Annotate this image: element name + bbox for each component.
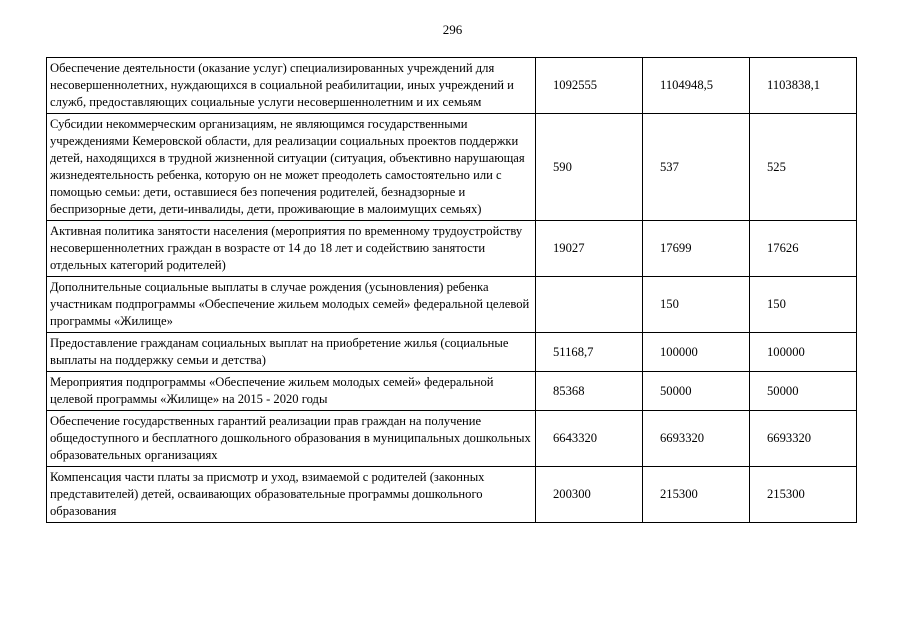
table-row bbox=[47, 467, 857, 523]
value-col-2: 537 bbox=[643, 114, 750, 221]
value-col-2: 100000 bbox=[643, 333, 750, 372]
table-row bbox=[47, 411, 857, 467]
value-col-1: 51168,7 bbox=[536, 333, 643, 372]
value-col-2: 1104948,5 bbox=[643, 58, 750, 114]
row-description: Обеспечение государственных гарантий реализации прав граждан на получение общедоступного и бесплатного дошкольного образования в муниципальных дошкольных образовательных организациях bbox=[47, 411, 536, 467]
value-col-3: 1103838,1 bbox=[750, 58, 857, 114]
value-col-2: 6693320 bbox=[643, 411, 750, 467]
value-col-1: 200300 bbox=[536, 467, 643, 523]
table-row bbox=[47, 277, 857, 333]
value-col-2: 50000 bbox=[643, 372, 750, 411]
value-col-3: 150 bbox=[750, 277, 857, 333]
table-row bbox=[47, 372, 857, 411]
budget-table bbox=[46, 57, 857, 523]
table-row bbox=[47, 221, 857, 277]
value-col-1: 1092555 bbox=[536, 58, 643, 114]
value-col-3: 100000 bbox=[750, 333, 857, 372]
row-description: Активная политика занятости населения (мероприятия по временному трудоустройству несовершеннолетних граждан в возрасте от 14 до 18 лет и содействию занятости отдельных категорий родителей) bbox=[47, 221, 536, 277]
row-description: Дополнительные социальные выплаты в случае рождения (усыновления) ребенка участникам подпрограммы «Обеспечение жильем молодых семей» федеральной целевой программы «Жилище» bbox=[47, 277, 536, 333]
row-description: Компенсация части платы за присмотр и уход, взимаемой с родителей (законных представителей) детей, осваивающих образовательные программы дошкольного образования bbox=[47, 467, 536, 523]
table-row bbox=[47, 114, 857, 221]
row-description: Мероприятия подпрограммы «Обеспечение жильем молодых семей» федеральной целевой программы «Жилище» на 2015 - 2020 годы bbox=[47, 372, 536, 411]
value-col-3: 525 bbox=[750, 114, 857, 221]
value-col-2: 215300 bbox=[643, 467, 750, 523]
value-col-1: 6643320 bbox=[536, 411, 643, 467]
table-row bbox=[47, 58, 857, 114]
value-col-2: 150 bbox=[643, 277, 750, 333]
row-description: Предоставление гражданам социальных выплат на приобретение жилья (социальные выплаты на поддержку семьи и детства) bbox=[47, 333, 536, 372]
row-description: Обеспечение деятельности (оказание услуг) специализированных учреждений для несовершеннолетних, нуждающихся в социальной реабилитации, иных учреждений и служб, предоставляющих социальные услуги несовершеннолетним и их семьям bbox=[47, 58, 536, 114]
row-description: Субсидии некоммерческим организациям, не являющимся государственными учреждениями Кемеровской области, для реализации социальных проектов поддержки детей, находящихся в трудной жизненной ситуации (ситуация, объективно нарушающая жизнедеятельность ребенка, которую он не может преодолеть самостоятельно или с помощью семьи: дети, оставшиеся без попечения родителей, безнадзорные и беспризорные дети, дети-инвалиды, дети, проживающие в малоимущих семьях) bbox=[47, 114, 536, 221]
value-col-1: 590 bbox=[536, 114, 643, 221]
value-col-1 bbox=[536, 277, 643, 333]
value-col-1: 85368 bbox=[536, 372, 643, 411]
value-col-1: 19027 bbox=[536, 221, 643, 277]
value-col-3: 215300 bbox=[750, 467, 857, 523]
value-col-3: 6693320 bbox=[750, 411, 857, 467]
value-col-3: 50000 bbox=[750, 372, 857, 411]
value-col-2: 17699 bbox=[643, 221, 750, 277]
table-row bbox=[47, 333, 857, 372]
value-col-3: 17626 bbox=[750, 221, 857, 277]
page-number: 296 bbox=[442, 22, 463, 37]
